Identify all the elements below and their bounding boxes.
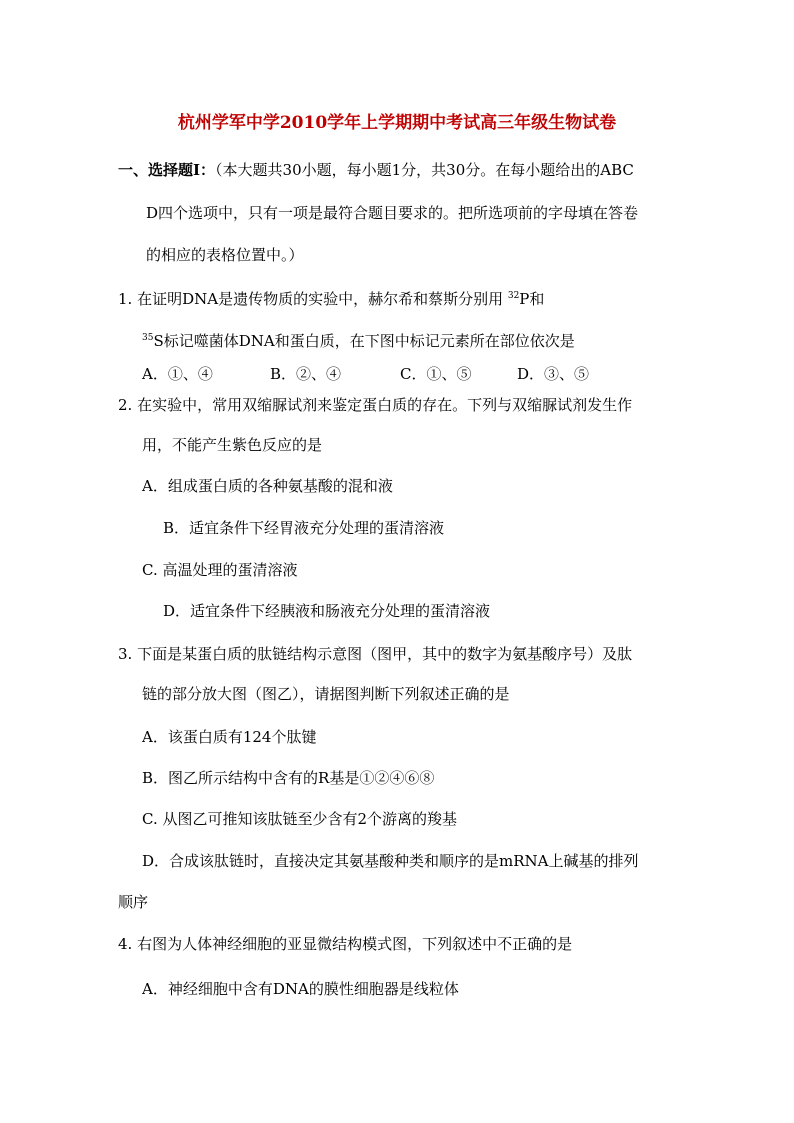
section-heading-line	[118, 160, 634, 180]
q1-option-b: B．②、④	[270, 365, 342, 383]
q1-text-line2: S标记噬菌体DNA和蛋白质，在下图中标记元素所在部位依次是	[153, 332, 575, 350]
question-1-line-1	[118, 289, 544, 309]
q1-text-post: P和	[519, 290, 545, 308]
q3-option-b: B．图乙所示结构中含有的R基是①②④⑥⑧	[142, 769, 435, 787]
q3-option-a: A．该蛋白质有124个肽键	[142, 728, 317, 746]
q1-text-pre: 1. 在证明DNA是遗传物质的实验中，赫尔希和蔡斯分别用	[118, 290, 508, 308]
q2-option-c: C. 高温处理的蛋清溶液	[142, 561, 298, 579]
question-4-line-1: 4. 右图为人体神经细胞的亚显微结构模式图，下列叙述中不正确的是	[118, 935, 573, 953]
question-2-line-1: 2. 在实验中，常用双缩脲试剂来鉴定蛋白质的存在。下列与双缩脲试剂发生作	[118, 396, 633, 414]
question-2-line-2: 用，不能产生紫色反应的是	[142, 436, 323, 454]
q3-option-c: C. 从图乙可推知该肽链至少含有2个游离的羧基	[142, 810, 458, 828]
q1-option-a: A．①、④	[142, 365, 213, 383]
exam-title: 杭州学军中学2010学年上学期期中考试高三年级生物试卷	[177, 113, 617, 133]
q2-option-d: D．适宜条件下经胰液和肠液充分处理的蛋清溶液	[163, 602, 491, 620]
question-1-line-2	[142, 331, 575, 351]
question-3-line-2: 链的部分放大图（图乙），请据图判断下列叙述正确的是	[142, 685, 510, 703]
section-heading: 一、选择题Ⅰ：	[118, 161, 216, 179]
section-intro-1: （本大题共30小题，每小题1分，共30分。在每小题给出的ABC	[215, 161, 634, 179]
q2-option-b: B．适宜条件下经胃液充分处理的蛋清溶液	[163, 519, 445, 537]
q4-option-a: A．神经细胞中含有DNA的膜性细胞器是线粒体	[142, 980, 459, 998]
q1-sup-32: 32	[507, 291, 520, 301]
question-1-options	[142, 364, 622, 384]
question-3-line-1: 3. 下面是某蛋白质的肽链结构示意图（图甲，其中的数字为氨基酸序号）及肽	[118, 645, 633, 663]
q2-option-a: A．组成蛋白质的各种氨基酸的混和液	[142, 477, 393, 495]
section-intro-2: D四个选项中，只有一项是最符合题目要求的。把所选项前的字母填在答卷	[146, 204, 639, 222]
q3-option-d-line-2: 顺序	[118, 893, 149, 911]
section-intro-3: 的相应的表格位置中。）	[146, 246, 304, 264]
q3-option-d-line-1: D．合成该肽链时，直接决定其氨基酸种类和顺序的是mRNA上碱基的排列	[142, 852, 639, 870]
q1-option-d: D．③、⑤	[517, 365, 590, 383]
q1-sup-35: 35	[142, 333, 154, 343]
q1-option-c: C．①、⑤	[400, 365, 472, 383]
